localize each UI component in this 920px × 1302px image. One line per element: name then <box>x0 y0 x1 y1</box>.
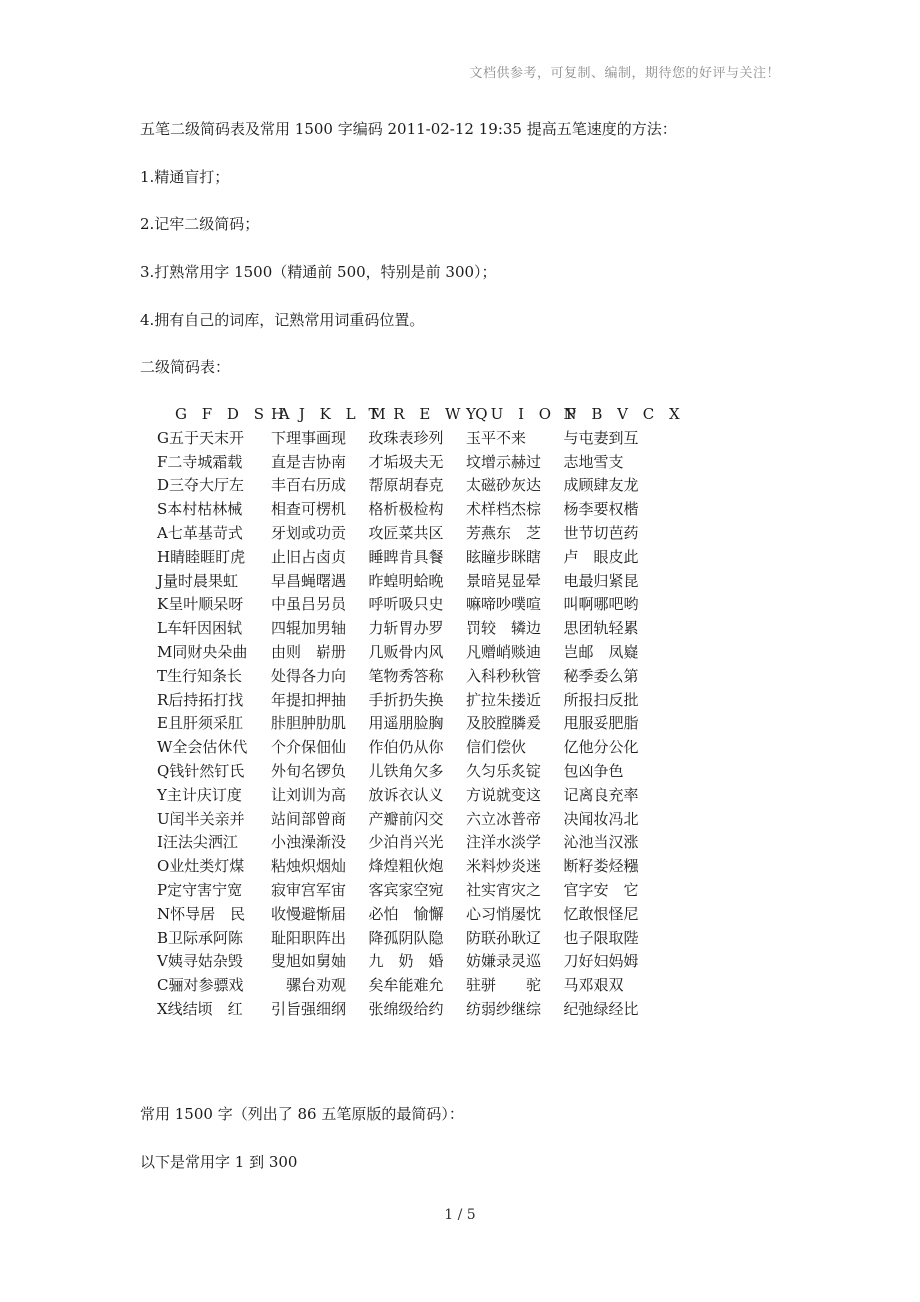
table-row <box>157 879 661 903</box>
table-row <box>157 641 661 665</box>
table-cell: 官字安 它 <box>563 880 639 899</box>
table-cell: 儿铁角欠多 <box>368 761 444 780</box>
table-cell: 记离良充率 <box>563 785 639 804</box>
table-row <box>157 451 661 475</box>
tip-3: 3.打熟常用字 1500（精通前 500，特别是前 300）； <box>140 263 497 281</box>
table-row <box>157 593 661 617</box>
table-cell: 粘烛炽烟灿 <box>271 857 347 876</box>
table-row <box>157 712 661 736</box>
table-cell: 张绵级给约 <box>368 999 444 1018</box>
table-cell: E且肝须采肛 <box>157 714 243 733</box>
table-cell: A七革基苛式 <box>157 523 243 542</box>
table-cell: 相查可楞机 <box>271 500 347 519</box>
table-cell: 叟旭如舅妯 <box>271 952 347 971</box>
table-cell: R后持拓打找 <box>157 690 244 709</box>
table-cell: 处得各力向 <box>271 666 347 685</box>
table-cell: 凡赠峭赕迪 <box>466 642 542 661</box>
table-row <box>157 831 661 855</box>
table-cell: 忆敢恨怪尼 <box>563 904 639 923</box>
table-row <box>157 617 661 641</box>
table-cell: K呈叶顺呆呀 <box>157 595 244 614</box>
table-row <box>157 689 661 713</box>
table-cell: 决闻妆冯北 <box>563 809 639 828</box>
table-cell: 耻阳职阵出 <box>271 928 347 947</box>
table-cell: 帮原胡春克 <box>368 476 444 495</box>
table-cell: 成顾肆友龙 <box>563 476 639 495</box>
table-cell: 思团轨轻累 <box>563 619 639 638</box>
table-cell: T生行知条长 <box>157 666 243 685</box>
table-row <box>157 903 661 927</box>
table-row <box>157 974 661 998</box>
table-cell: 早昌蝇曙遇 <box>271 571 347 590</box>
table-cell: 甩服妥肥脂 <box>563 714 639 733</box>
table-cell: 个介保佃仙 <box>271 738 347 757</box>
table-cell: 纺弱纱继综 <box>466 999 542 1018</box>
table-cell: 直是吉协南 <box>271 452 347 471</box>
table-cell: U闰半关亲并 <box>157 809 245 828</box>
table-cell: W全会估休代 <box>157 738 248 757</box>
table-cell: Q钱针然钉氏 <box>157 761 245 780</box>
table-cell: 作伯仍从你 <box>368 738 444 757</box>
table-cell: 昨蝗明蛤晚 <box>368 571 444 590</box>
table-cell: X线结顷 红 <box>157 999 243 1018</box>
table-cell: 放诉衣认义 <box>368 785 444 804</box>
table-cell: 产瓣前闪交 <box>368 809 444 828</box>
code-table <box>157 403 685 1022</box>
table-cell: D三夺大厅左 <box>157 476 245 495</box>
table-cell: 罚较 辚边 <box>466 619 542 638</box>
table-cell: 九 奶 婚 <box>368 952 444 971</box>
range-label: 以下是常用字 1 到 300 <box>140 1153 298 1171</box>
code-table-header <box>157 403 685 427</box>
table-cell: 由则 崭册 <box>271 642 347 661</box>
table-cell: 寂审宫军宙 <box>271 880 347 899</box>
table-cell: 嘛啼吵噗喧 <box>466 595 542 614</box>
table-cell: L车轩因困轼 <box>157 619 242 638</box>
table-cell: 矣牟能难允 <box>368 976 444 995</box>
table-row <box>157 927 661 951</box>
table-cell: 下理事画现 <box>271 428 347 447</box>
table-cell: S本村枯林械 <box>157 500 243 519</box>
page-number: 1 / 5 <box>444 1207 476 1223</box>
table-cell: 牙划或功贡 <box>271 523 347 542</box>
header-cell: Y U I O P <box>466 405 581 423</box>
table-cell: I汪法尖洒江 <box>157 833 238 852</box>
table-row <box>157 736 661 760</box>
table-cell: 丰百右历成 <box>271 476 347 495</box>
table-row <box>157 474 661 498</box>
table-cell: H睛睦睚盯虎 <box>157 547 246 566</box>
table-cell: 外旬名锣负 <box>271 761 347 780</box>
table-cell: 驻骈 驼 <box>466 976 542 995</box>
table-cell: 入科秒秋管 <box>466 666 542 685</box>
table-cell: 胩胆肿肋肌 <box>271 714 347 733</box>
table-cell: Y主计庆订度 <box>157 785 242 804</box>
table-cell: 六立冰普帝 <box>466 809 542 828</box>
table-cell: 少泊肖兴光 <box>368 833 444 852</box>
table-cell: V姨寻姑杂毁 <box>157 952 243 971</box>
table-cell: 扩拉朱搂近 <box>466 690 542 709</box>
header-note: 文档供参考，可复制、编制，期待您的好评与关注！ <box>469 66 780 81</box>
table-row <box>157 784 661 808</box>
table-cell: 世节切芭药 <box>563 523 639 542</box>
table-cell: 必怕 愉懈 <box>368 904 444 923</box>
table-cell: 卢 眼皮此 <box>563 547 639 566</box>
table-cell: P定守害宁宽 <box>157 880 243 899</box>
table-cell: 止旧占卤贞 <box>271 547 347 566</box>
table-cell: N怀导居 民 <box>157 904 246 923</box>
table-cell: 玫珠表珍列 <box>368 428 444 447</box>
table-cell: 术样档杰棕 <box>466 500 542 519</box>
table-cell: 注洋水淡学 <box>466 833 542 852</box>
table-cell: 久匀乐炙锭 <box>466 761 542 780</box>
table-cell: 坟增示赫过 <box>466 452 542 471</box>
table-row <box>157 760 661 784</box>
table-cell: 刀好妇妈姆 <box>563 952 639 971</box>
table-cell: 沁池当汉涨 <box>563 833 639 852</box>
table-cell: 才垢圾夫无 <box>368 452 444 471</box>
table-cell: 手折扔失换 <box>368 690 444 709</box>
table-row <box>157 427 661 451</box>
table-cell: 年提扣押抽 <box>271 690 347 709</box>
table-cell: 笔物秀答称 <box>368 666 444 685</box>
common-label: 常用 1500 字（列出了 86 五笔原版的最简码）： <box>140 1105 464 1123</box>
table-cell: 四辊加男轴 <box>271 619 347 638</box>
table-cell: 眩瞳步眯瞎 <box>466 547 542 566</box>
table-cell: 心习悄屡忱 <box>466 904 542 923</box>
tip-2: 2.记牢二级简码； <box>140 215 260 233</box>
table-cell: 降孤阴队隐 <box>368 928 444 947</box>
header-cell: G F D S A <box>175 405 295 423</box>
table-cell: 包凶争色 <box>563 761 624 780</box>
table-cell: 用遥朋脸胸 <box>368 714 444 733</box>
table-cell: 烽煌粗伙炮 <box>368 857 444 876</box>
table-cell: 引旨强细纲 <box>271 999 347 1018</box>
table-cell: 玉平不来 <box>466 428 527 447</box>
table-cell: 志地雪支 <box>563 452 624 471</box>
table-cell: B卫际承阿陈 <box>157 928 244 947</box>
table-cell: 米料炒炎迷 <box>466 857 542 876</box>
table-cell: 叫啊哪吧哟 <box>563 595 639 614</box>
table-row <box>157 855 661 879</box>
table-cell: 妨嫌录灵巡 <box>466 952 542 971</box>
table-cell: G五于天末开 <box>157 428 244 447</box>
table-cell: 小浊澡渐没 <box>271 833 347 852</box>
table-row <box>157 950 661 974</box>
table-cell: M同财央朵曲 <box>157 642 248 661</box>
table-cell: 纪弛绿经比 <box>563 999 639 1018</box>
table-cell: 岂邮 凤嶷 <box>563 642 639 661</box>
table-cell: 及胶膛膦爰 <box>466 714 542 733</box>
table-cell: 格析极检构 <box>368 500 444 519</box>
table-cell: 亿他分公化 <box>563 738 639 757</box>
table-cell: 电最归紧昆 <box>563 571 639 590</box>
table-row <box>157 570 661 594</box>
table-cell: 信们偿伙 <box>466 738 527 757</box>
table-row <box>157 498 661 522</box>
header-cell: H J K L M <box>271 405 391 423</box>
title-line: 五笔二级简码表及常用 1500 字编码 2011-02-12 19:35 提高五笔速度的方法： <box>140 120 677 138</box>
table-cell: 攻匠菜共区 <box>368 523 444 542</box>
table-cell: 社实宵灾之 <box>466 880 542 899</box>
table-row <box>157 665 661 689</box>
table-row <box>157 522 661 546</box>
tip-4: 4.拥有自己的词库，记熟常用词重码位置。 <box>140 311 425 329</box>
table-cell: 方说就变这 <box>466 785 542 804</box>
table-cell: 中虽吕另员 <box>271 595 347 614</box>
table-cell: 让刘训为高 <box>271 785 347 804</box>
table-cell: 与屯妻到互 <box>563 428 639 447</box>
header-cell: T R E W Q <box>368 405 493 423</box>
table-cell: 睡睥肯具餐 <box>368 547 444 566</box>
table-cell: 骡台劝观 <box>271 976 347 995</box>
table-cell: 呼听吸只史 <box>368 595 444 614</box>
table-label: 二级简码表： <box>140 358 231 376</box>
table-cell: 杨李要权楷 <box>563 500 639 519</box>
table-cell: 景暗晃显晕 <box>466 571 542 590</box>
table-row <box>157 546 661 570</box>
table-cell: 防联孙耿辽 <box>466 928 542 947</box>
table-cell: O业灶类灯煤 <box>157 857 245 876</box>
table-cell: 客宾家空宛 <box>368 880 444 899</box>
table-cell: C骊对参骠戏 <box>157 976 244 995</box>
table-cell: 太磁砂灰达 <box>466 476 542 495</box>
tip-1: 1.精通盲打； <box>140 168 230 186</box>
table-cell: 断籽娄烃糨 <box>563 857 639 876</box>
table-cell: 收慢避惭届 <box>271 904 347 923</box>
table-cell: J量时晨果虹 <box>157 571 239 590</box>
table-cell: 马邓艰双 <box>563 976 624 995</box>
table-cell: 几贩骨内风 <box>368 642 444 661</box>
table-cell: 秘季委么第 <box>563 666 639 685</box>
table-row <box>157 808 661 832</box>
table-cell: 所报扫反批 <box>563 690 639 709</box>
table-cell: 也子限取陛 <box>563 928 639 947</box>
table-cell: 芳燕东 芝 <box>466 523 542 542</box>
table-row <box>157 998 661 1022</box>
table-cell: F二寺城霜载 <box>157 452 243 471</box>
table-cell: 力斩胃办罗 <box>368 619 444 638</box>
header-cell: N B V C X <box>563 405 685 423</box>
table-cell: 站间部曾商 <box>271 809 347 828</box>
